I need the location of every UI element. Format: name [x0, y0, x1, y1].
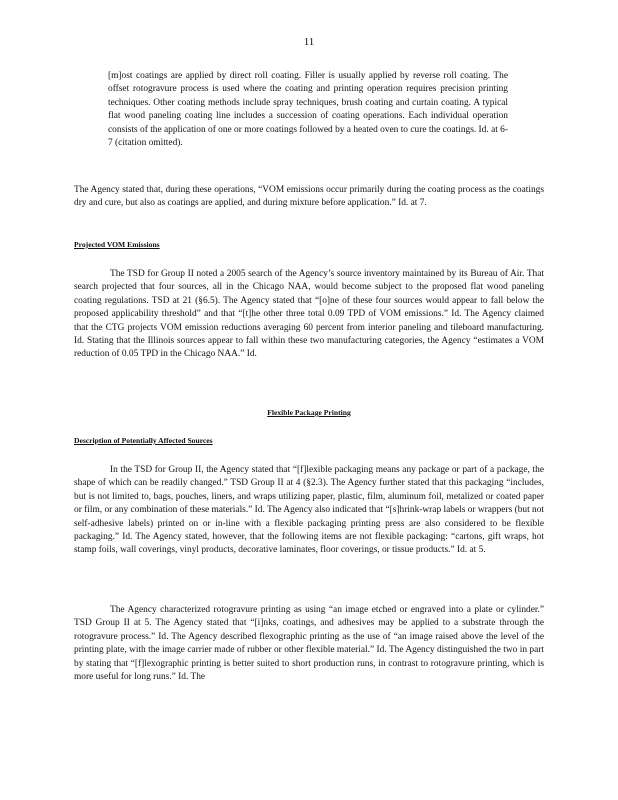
- block-quote: [m]ost coatings are applied by direct roll coating. Filler is usually applied by reverse roll coating. The offset rotogravure process is used where the coating and printing operation requires precision printing techniques. Other coating methods include spray techniques, brush coating and curtain coating. A typical flat wood paneling coating line includes a succession of coating operations. Each individual operation consists of the application of one or more coatings followed by a heated oven to cure the coatings. Id. at 6-7 (citation omitted).: [108, 71, 508, 149]
- paragraph-3: In the TSD for Group II, the Agency stated that “[f]lexible packaging means any package or part of a package, the shape of which can be readily changed.” TSD Group II at 4 (§2.3). The Agency further stated that this packaging “includes, but is not limited to, bags, pouches, liners, and wraps utilizing paper, plastic, film, aluminum foil, metalized or coated paper or film, or any combination of these materials.” Id. The Agency also indicated that “[s]hrink-wrap labels or wrappers (but not self-adhesive labels) printed on or in-line with a flexible packaging printing press are also considered to be flexible packaging.” Id. The Agency stated, however, that the following items are not flexible packaging: “cartons, gift wraps, hot stamp foils, wall coverings, vinyl products, decorative laminates, floor coverings, or tissue products.” Id. at 5.: [74, 465, 544, 556]
- heading-flexible-package-printing: Flexible Package Printing: [267, 408, 351, 417]
- paragraph-1: The Agency stated that, during these operations, “VOM emissions occur primarily during the coating process as the coatings dry and cure, but also as coatings are applied, and during mixture before application.” Id. at 7.: [74, 185, 544, 209]
- paragraph-4: The Agency characterized rotogravure printing as using “an image etched or engraved into a plate or cylinder.” TSD Group II at 5. The Agency stated that “[i]nks, coatings, and adhesives may be applied to a substrate through the rotogravure process.” Id. The Agency described flexographic printing as the use of “an image raised above the level of the printing plate, with the image carrier made of rubber or other flexible material.” Id. The Agency distinguished the two in part by stating that “[f]lexographic printing is better suited to short production runs, in contrast to rotogravure printing, which is more useful for long runs.” Id. The: [74, 605, 544, 683]
- heading-projected-vom-emissions: Projected VOM Emissions: [74, 240, 160, 249]
- page-number: 11: [303, 36, 315, 48]
- heading-description-of-sources: Description of Potentially Affected Sources: [74, 436, 213, 445]
- paragraph-2: The TSD for Group II noted a 2005 search of the Agency’s source inventory maintained by its Bureau of Air. That search projected that four sources, all in the Chicago NAA, would become subject to the proposed flat wood paneling coating regulations. TSD at 21 (§6.5). The Agency stated that “[o]ne of these four sources would appear to fall below the proposed applicability threshold” and that “[t]he other three total 0.09 TPD of VOM emissions.” Id. The Agency claimed that the CTG projects VOM emission reductions averaging 60 percent from interior paneling and tileboard manufacturing. Id. Stating that the Illinois sources appear to fall within these two manufacturing categories, the Agency “estimates a VOM reduction of 0.05 TPD in the Chicago NAA.” Id.: [74, 269, 544, 360]
